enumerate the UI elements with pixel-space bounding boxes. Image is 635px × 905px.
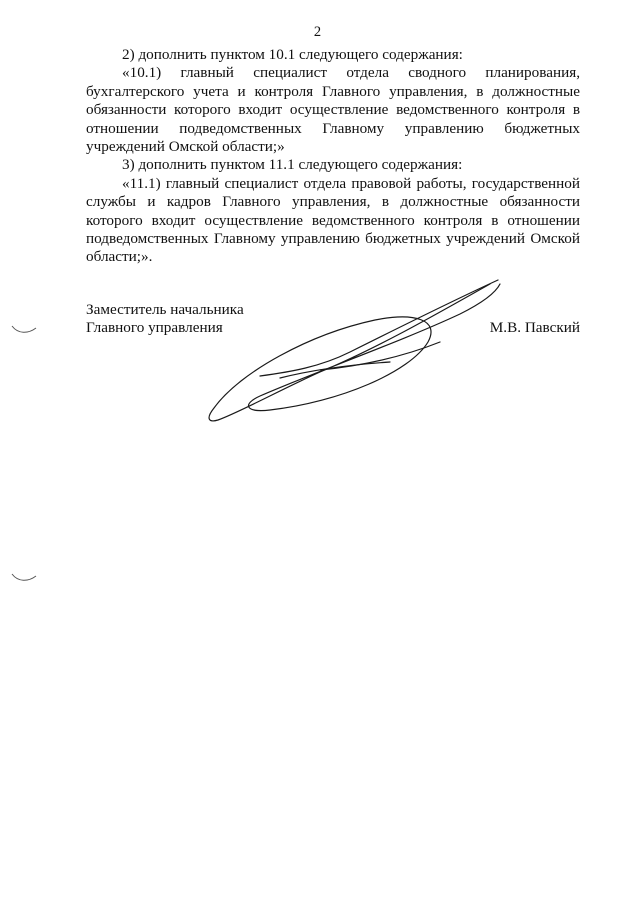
page-number: 2: [313, 24, 322, 40]
signatory-name: М.В. Павский: [489, 319, 580, 337]
paragraph-2: «10.1) главный специалист отдела сводного планирования, бухгалтерского учета и контроля Главного управления, в должностные обязанности которого входит осуществление ведомственного контроля в отношении подведомственных Главному управлению бюджетных учреждений Омской области;»: [86, 64, 580, 156]
signatory-position-line-2: Главного управления: [86, 319, 223, 337]
paragraph-4: «11.1) главный специалист отдела правовой работы, государственной службы и кадров Главного управления, в должностные обязанности которого входит осуществление ведомственного контроля в отношении подведомственных Главному управлению бюджетных учреждений Омской области;».: [86, 174, 580, 266]
paragraph-3: 3) дополнить пунктом 11.1 следующего содержания:: [122, 156, 463, 174]
paragraph-1: 2) дополнить пунктом 10.1 следующего содержания:: [122, 46, 463, 63]
signatory-position-line-1: Заместитель начальника: [86, 301, 244, 318]
document-body: [86, 46, 580, 267]
margin-scan-mark-1: [10, 322, 38, 336]
margin-scan-mark-2: [10, 570, 38, 584]
handwritten-signature: [200, 272, 510, 432]
